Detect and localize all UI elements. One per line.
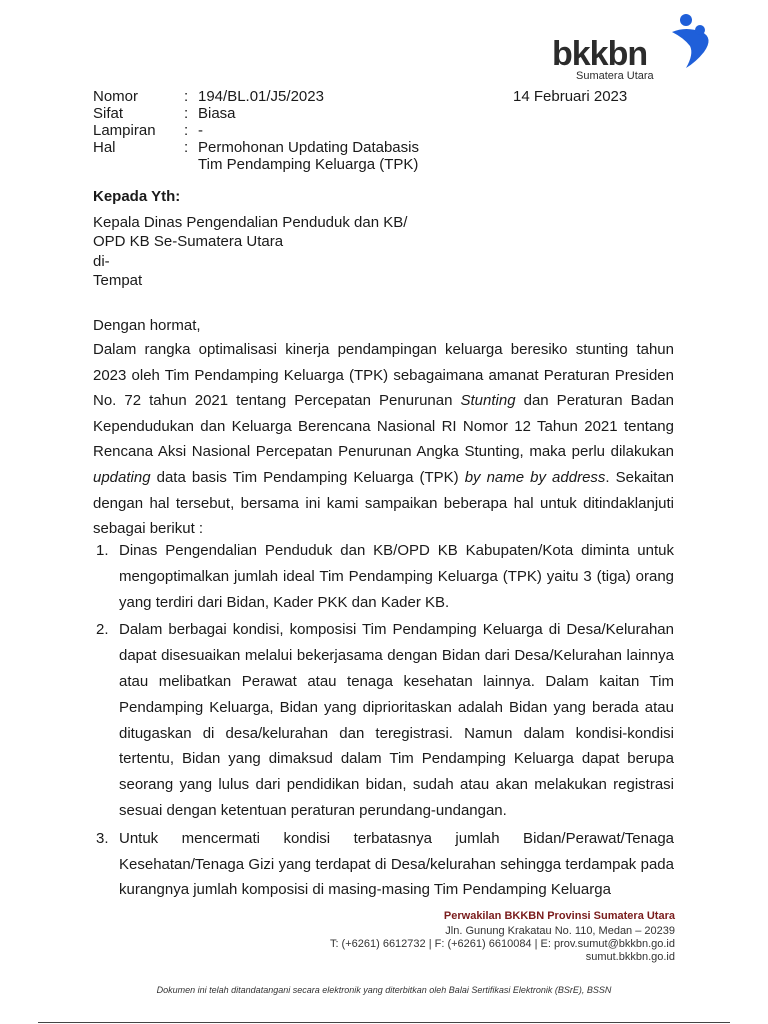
bkkbn-logo: [552, 10, 712, 86]
list-number: 3.: [96, 829, 109, 847]
recipient-line: Kepala Dinas Pengendalian Penduduk dan KB/: [93, 214, 408, 231]
intro-paragraph: Dalam rangka optimalisasi kinerja pendampingan keluarga beresiko stunting tahun 2023 oleh Tim Pendamping Keluarga (TPK) sebagaimana amanat Peraturan Presiden No. 72 tahun 2021 tentang Percepatan Penurunan Stunting dan Peraturan Badan Kependudukan dan Keluarga Berencana Nasional RI Nomor 12 Tahun 2021 tentang Rencana Aksi Nasional Percepatan Penurunan Angka Stunting, maka perlu dilakukan updating data basis Tim Pendamping Keluarga (TPK) by name by address. Sekaitan dengan hal tersebut, bersama ini kami sampaikan beberapa hal untuk ditindaklanjuti sebagai berikut :: [93, 341, 675, 538]
recipient-line: OPD KB Se-Sumatera Utara: [93, 233, 284, 250]
recipient-line: di-: [93, 253, 110, 270]
list-text: Dalam berbagai kondisi, komposisi Tim Pendamping Keluarga di Desa/Kelurahan dapat disesuaikan melalui bekerjasama dengan Bidan dari Desa/Kelurahan lainnya atau melibatkan Perawat atau tenaga kesehatan lainnya. Dalam kaitan Tim Pendamping Keluarga, Bidan yang diprioritaskan adalah Bidan yang berada atau ditugaskan di desa/kelurahan dan teregistrasi. Namun dalam kondisi-kondisi tertentu, Bidan yang dimaksud dalam Tim Pendamping Keluarga dapat berupa seorang yang lulus dari pendidikan bidan, sudah atau akan melakukan registrasi sesuai dengan ketentuan peraturan perundang-undangan.: [119, 621, 674, 819]
e-signature-note: Dokumen ini telah ditandatangani secara elektronik yang diterbitkan oleh Balai Sertifikasi Elektronik (BSrE), BSSN: [156, 985, 612, 995]
header-value: Permohonan Updating Databasis: [198, 139, 419, 156]
header-row-sifat: Sifat : Biasa: [93, 105, 236, 122]
header-value: 194/BL.01/J5/2023: [198, 88, 324, 105]
list-number: 1.: [96, 542, 109, 559]
list-number: 2.: [96, 621, 109, 639]
footer-address: Jln. Gunung Krakatau No. 110, Medan – 20239: [445, 925, 675, 937]
recipient-line: Tempat: [93, 272, 143, 289]
header-value: Biasa: [198, 105, 236, 122]
list-item: [93, 826, 674, 903]
header-row-nomor: Nomor : 194/BL.01/J5/2023: [93, 88, 324, 105]
logo-wordmark: bkkbn: [552, 35, 648, 73]
list-text: Dinas Pengendalian Penduduk dan KB/OPD KB Kabupaten/Kota diminta untuk mengoptimalkan jumlah ideal Tim Pendamping Keluarga (TPK) yaitu 3 (tiga) orang yang terdiri dari Bidan, Kader PKK dan Kader KB.: [119, 542, 674, 611]
header-label: Lampiran: [93, 122, 156, 139]
footer-organization: Perwakilan BKKBN Provinsi Sumatera Utara: [443, 910, 675, 922]
list-item: [93, 538, 674, 615]
recipient-heading: Kepada Yth:: [93, 188, 181, 205]
footer-website: sumut.bkkbn.go.id: [585, 951, 675, 963]
instruction-list: [93, 538, 674, 905]
header-row-hal: Hal : Permohonan Updating Databasis: [93, 139, 419, 156]
list-item: [93, 617, 674, 823]
greeting: Dengan hormat,: [93, 317, 201, 334]
bottom-divider: [38, 1022, 730, 1023]
logo-mark-icon: [660, 10, 720, 70]
letter-date: 14 Februari 2023: [513, 88, 628, 105]
header-row-hal-cont: [93, 156, 693, 173]
header-label: Nomor: [93, 88, 139, 105]
header-label: Hal: [93, 139, 116, 156]
header-value: -: [198, 122, 203, 139]
header-value: Tim Pendamping Keluarga (TPK): [198, 156, 419, 173]
list-text: Untuk mencermati kondisi terbatasnya jumlah Bidan/Perawat/Tenaga Kesehatan/Tenaga Gizi yang terdapat di Desa/kelurahan sehingga terdampak pada kurangnya jumlah komposisi di masing-masing Tim Pendamping Keluarga: [119, 829, 674, 899]
footer-contact: T: (+6261) 6612732 | F: (+6261) 6610084 | E: prov.sumut@bkkbn.go.id: [329, 938, 675, 950]
header-row-lampiran: Lampiran : -: [93, 122, 203, 139]
header-label: Sifat: [93, 105, 124, 122]
logo-subtitle: Sumatera Utara: [576, 70, 654, 82]
